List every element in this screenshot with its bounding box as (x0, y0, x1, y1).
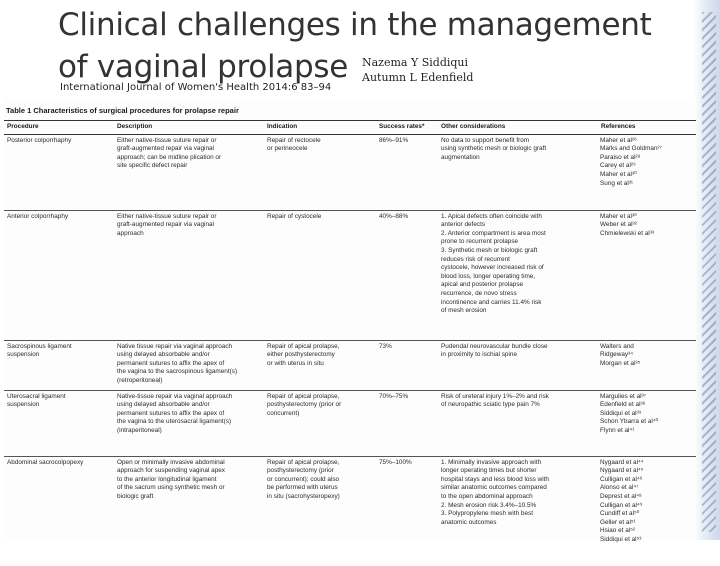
description-cell (114, 456, 264, 566)
references-cell (598, 210, 696, 340)
cell-line: Open or minimally invasive abdominal (117, 458, 225, 466)
cell-line: 1. Minimally invasive approach with (441, 458, 542, 466)
table-header-row (4, 121, 696, 135)
cell-line: blood loss, longer operating time, (441, 272, 536, 280)
cell-line: graft-augmented repair via vaginal (117, 221, 214, 229)
indication-cell (264, 134, 376, 210)
cell-line: anterior defects (441, 221, 486, 229)
indication-cell (264, 390, 376, 456)
cell-line: longer operating times but shorter (441, 467, 537, 475)
cell-line: the vagina to the sacrospinous ligament(s) (117, 368, 238, 376)
cell-line: permanent sutures to affix the apex of (117, 359, 225, 367)
cell-line: Native tissue repair via vaginal approach (117, 342, 233, 350)
procedure-cell (4, 340, 114, 390)
cell-line: cystocele, however increased risk of (441, 264, 544, 272)
col-header-success: Success rates* (376, 121, 438, 135)
success-rate-cell: 75%–100% (376, 456, 438, 566)
cell-line: anatomic outcomes (441, 518, 497, 526)
success-rate-cell: 70%–75% (376, 390, 438, 456)
cell-line: Repair of cystocele (267, 212, 322, 220)
procedures-table (4, 120, 696, 566)
cell-line: or perineocele (267, 145, 308, 153)
cell-line: apical and posterior prolapse (441, 281, 524, 289)
cell-line: of the sacrum using synthetic mesh or (117, 484, 225, 492)
indication-cell (264, 340, 376, 390)
col-header-indication: Indication (264, 121, 376, 135)
cell-line: of mesh erosion (441, 307, 487, 315)
cell-line: to the anterior longitudinal ligament (117, 475, 217, 483)
cell-line: Repair of apical prolapse, (267, 342, 340, 350)
col-header-other: Other considerations (438, 121, 598, 135)
cell-line: Native-tissue repair via vaginal approach (117, 392, 233, 400)
description-cell (114, 340, 264, 390)
reference-entry: Cundiff et al⁵⁰ (600, 510, 640, 518)
decorative-side-bar (694, 0, 720, 540)
references-cell (598, 134, 696, 210)
reference-entry: Culligan et al⁴⁹ (600, 501, 643, 509)
cell-line: Posterior colporrhaphy (7, 136, 72, 144)
other-considerations-cell (438, 456, 598, 566)
cell-line: Anterior colporrhaphy (7, 212, 69, 220)
cell-line: Repair of apical prolapse, (267, 458, 340, 466)
cell-line: incontinence and carries 11.4% risk (441, 298, 542, 306)
procedure-cell (4, 390, 114, 456)
cell-line: reduces risk of recurrent (441, 255, 510, 263)
cell-line: Uterosacral ligament (7, 392, 66, 400)
cell-line: Sacrospinous ligament (7, 342, 72, 350)
author-2: Autumn L Edenfield (362, 71, 474, 84)
reference-entry: Morgan et al³⁵ (600, 359, 641, 367)
reference-entry: Maher et al³⁰ (600, 170, 637, 178)
reference-entry: Siddiqui et al⁵³ (600, 535, 642, 543)
table-row (4, 456, 696, 566)
cell-line: using delayed absorbable and/or (117, 401, 210, 409)
reference-entry: Hsiao et al⁵² (600, 527, 635, 535)
reference-entry: Culligan et al⁴⁶ (600, 475, 643, 483)
cell-line: No data to support benefit from (441, 136, 530, 144)
cell-line: 3. Synthetic mesh or biologic graft (441, 246, 538, 254)
title-line-2: of vaginal prolapse (58, 49, 348, 85)
cell-line: in situ (sacrohysteropexy) (267, 492, 340, 500)
procedure-cell (4, 456, 114, 566)
indication-cell (264, 210, 376, 340)
cell-line: approach for suspending vaginal apex (117, 467, 226, 475)
success-rate-cell: 40%–88% (376, 210, 438, 340)
cell-line: Pudendal neurovascular bundle close (441, 342, 548, 350)
author-1: Nazema Y Siddiqui (362, 56, 469, 69)
other-considerations-cell (438, 390, 598, 456)
cell-line: recurrence, de novo stress (441, 289, 517, 297)
references-cell (598, 340, 696, 390)
cell-line: 2. Anterior compartment is area most (441, 229, 546, 237)
cell-line: or with uterus in situ (267, 359, 324, 367)
cell-line: be performed with uterus (267, 484, 338, 492)
reference-entry: Sung et al³¹ (600, 179, 634, 187)
success-rate-cell: 73% (376, 340, 438, 390)
reference-entry: Nygaard et al⁴⁴ (600, 458, 644, 466)
cell-line: of neuropathic sciatic type pain 7% (441, 401, 540, 409)
cell-line: posthysterectomy (prior (267, 467, 334, 475)
reference-entry: Maher et al²⁶ (600, 136, 637, 144)
reference-entry: Edenfield et al³⁸ (600, 401, 646, 409)
col-header-references: References (598, 121, 696, 135)
cell-line: (retroperitoneal) (117, 376, 163, 384)
description-cell (114, 210, 264, 340)
procedure-cell (4, 134, 114, 210)
reference-entry: Deprest et al⁴⁸ (600, 492, 642, 500)
cell-line: using synthetic mesh or biologic graft (441, 145, 547, 153)
cell-line: Repair of apical prolapse, (267, 392, 340, 400)
success-rate-cell: 86%–91% (379, 136, 409, 144)
title-line-1: Clinical challenges in the management (58, 7, 652, 43)
references-cell (598, 456, 696, 566)
side-bar-pattern (702, 12, 716, 532)
description-cell (114, 390, 264, 456)
cell-line: posthysterectomy (prior or (267, 401, 342, 409)
table-body (4, 134, 696, 566)
indication-cell (264, 456, 376, 566)
cell-line: site specific defect repair (117, 162, 188, 170)
reference-entry: Chmielewski et al³³ (600, 229, 654, 237)
cell-line: graft-augmented repair via vaginal (117, 145, 214, 153)
slide-title (58, 4, 658, 88)
reference-entry: Maher et al³⁰ (600, 212, 637, 220)
cell-line: either posthysterectomy (267, 351, 335, 359)
cell-line: to the open abdominal approach (441, 492, 533, 500)
reference-entry: Flynn et al⁴¹ (600, 426, 635, 434)
cell-line: Repair of rectocele (267, 136, 321, 144)
cell-line: permanent sutures to affix the apex of (117, 409, 225, 417)
table-row (4, 390, 696, 456)
cell-line: suspension (7, 351, 40, 359)
other-considerations-cell (438, 134, 598, 210)
table-image (4, 98, 696, 543)
reference-entry: Walters and (600, 342, 634, 350)
cell-line: augmentation (441, 153, 480, 161)
reference-entry: Marks and Goldman²⁷ (600, 145, 662, 153)
other-considerations-cell (438, 210, 598, 340)
reference-entry: Alonso et al⁴⁷ (600, 484, 639, 492)
cell-line: approach (117, 229, 144, 237)
description-cell (114, 134, 264, 210)
cell-line: approach; can be midline plication or (117, 153, 222, 161)
reference-entry: Paraiso et al²⁸ (600, 153, 641, 161)
table-caption: Table 1 Characteristics of surgical procedures for prolapse repair (6, 106, 239, 115)
references-cell (598, 390, 696, 456)
col-header-procedure: Procedure (4, 121, 114, 135)
other-considerations-cell (438, 340, 598, 390)
authors (362, 55, 473, 85)
cell-line: prone to recurrent prolapse (441, 238, 519, 246)
cell-line: using delayed absorbable and/or (117, 351, 210, 359)
reference-entry: Weber et al³² (600, 221, 637, 229)
journal-citation: International Journal of Women's Health 2014:6 83–94 (60, 82, 332, 93)
cell-line: similar anatomic outcomes compared (441, 484, 547, 492)
reference-entry: Schon Ybarra et al⁴⁰ (600, 418, 659, 426)
cell-line: suspension (7, 401, 40, 409)
cell-line: Either native-tissue suture repair or (117, 136, 217, 144)
reference-entry: Margulies et al³⁷ (600, 392, 646, 400)
reference-entry: Nygaard et al⁴⁵ (600, 467, 644, 475)
table-row (4, 210, 696, 340)
cell-line: Abdominal sacrocolpopexy (7, 458, 84, 466)
table-row (4, 134, 696, 210)
cell-line: 1. Apical defects often coincide with (441, 212, 542, 220)
cell-line: Risk of ureteral injury 1%–2% and risk (441, 392, 549, 400)
cell-line: Either native-tissue suture repair or (117, 212, 217, 220)
table-row (4, 340, 696, 390)
reference-entry: Ridgeway³⁴ (600, 351, 633, 359)
reference-entry: Carey et al²⁹ (600, 162, 636, 170)
cell-line: biologic graft (117, 492, 154, 500)
cell-line: 3. Polypropylene mesh with best (441, 510, 534, 518)
col-header-description: Description (114, 121, 264, 135)
cell-line: or concurrent); could also (267, 475, 340, 483)
procedure-cell (4, 210, 114, 340)
reference-entry: Geller et al⁵¹ (600, 518, 636, 526)
cell-line: (intraperitoneal) (117, 426, 162, 434)
reference-entry: Siddiqui et al³⁹ (600, 409, 642, 417)
cell-line: concurrent) (267, 409, 300, 417)
cell-line: the vagina to the uterosacral ligament(s) (117, 418, 232, 426)
cell-line: hospital stays and less blood loss with (441, 475, 549, 483)
cell-line: in proximity to ischial spine (441, 351, 518, 359)
cell-line: 2. Mesh erosion risk 3.4%–10.5% (441, 501, 537, 509)
